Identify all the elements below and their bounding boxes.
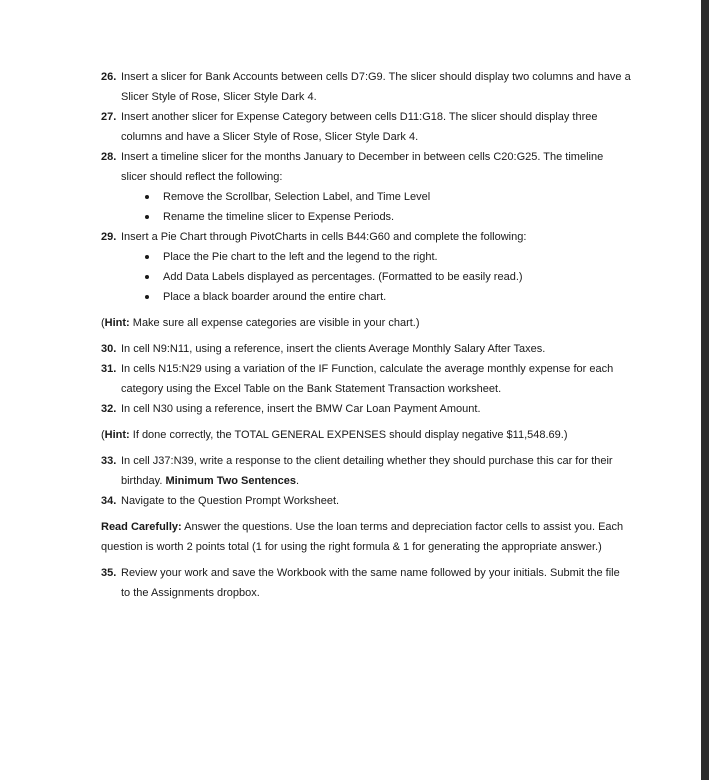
instruction-text: Insert a slicer for Bank Accounts between cells D7:G9. The slicer should display two columns and have a Slicer Style of Rose, Slicer Style Dark 4. <box>121 71 631 103</box>
instruction-27 <box>101 107 631 147</box>
instruction-text: Review your work and save the Workbook with the same name followed by your initials. Submit the file to the Assignments dropbox. <box>121 567 620 599</box>
instruction-text: Insert another slicer for Expense Category between cells D11:G18. The slicer should display three columns and have a Slicer Style of Rose, Slicer Style Dark 4. <box>121 111 598 143</box>
instruction-text: Navigate to the Question Prompt Worksheet. <box>121 495 340 507</box>
instruction-33 <box>101 451 631 491</box>
instruction-29 <box>101 227 631 247</box>
bullet-item: Place the Pie chart to the left and the legend to the right. <box>143 247 631 267</box>
hint-open-paren: ( <box>101 429 105 441</box>
instruction-number: 33. <box>101 455 117 467</box>
read-carefully-label: Read Carefully: <box>101 521 182 533</box>
instruction-28 <box>101 147 631 187</box>
hint-text: If done correctly, the TOTAL GENERAL EXPENSES should display negative $11,548.69.) <box>129 429 568 441</box>
instruction-31 <box>101 359 631 399</box>
bullet-list <box>101 247 631 307</box>
instruction-number: 26. <box>101 71 117 83</box>
hint-text: Make sure all expense categories are visible in your chart.) <box>129 317 420 329</box>
instruction-text: In cell N30 using a reference, insert the BMW Car Loan Payment Amount. <box>121 403 481 415</box>
instruction-number: 28. <box>101 151 117 163</box>
instruction-number: 30. <box>101 343 117 355</box>
instruction-text: In cell J37:N39, write a response to the client detailing whether they should purchase this car for their birthday. <box>121 455 613 487</box>
read-carefully-paragraph <box>101 517 631 557</box>
hint-paragraph <box>101 313 631 333</box>
instruction-number: 27. <box>101 111 117 123</box>
hint-paragraph <box>101 425 631 445</box>
instruction-30 <box>101 339 631 359</box>
instructions-list <box>101 67 631 603</box>
instruction-26 <box>101 67 631 107</box>
bullet-item: Remove the Scrollbar, Selection Label, and Time Level <box>143 187 631 207</box>
instruction-32 <box>101 399 631 419</box>
bullet-item: Add Data Labels displayed as percentages. (Formatted to be easily read.) <box>143 267 631 287</box>
instruction-34 <box>101 491 631 511</box>
instruction-number: 31. <box>101 363 117 375</box>
bullet-item: Rename the timeline slicer to Expense Periods. <box>143 207 631 227</box>
instruction-35 <box>101 563 631 603</box>
instruction-number: 29. <box>101 231 117 243</box>
bullet-item: Place a black boarder around the entire chart. <box>143 287 631 307</box>
instruction-number: 35. <box>101 567 117 579</box>
instruction-tail: . <box>296 475 300 487</box>
instruction-number: 34. <box>101 495 117 507</box>
instruction-text: Insert a timeline slicer for the months January to December in between cells C20:G25. The timeline slicer should reflect the following: <box>121 151 604 183</box>
instruction-emphasis: Minimum Two Sentences <box>165 475 297 487</box>
instruction-number: 32. <box>101 403 117 415</box>
instruction-text: In cells N15:N29 using a variation of the IF Function, calculate the average monthly expense for each category using the Excel Table on the Bank Statement Transaction worksheet. <box>121 363 614 395</box>
read-carefully-text: Answer the questions. Use the loan terms and depreciation factor cells to assist you. Each question is worth 2 points total (1 for using the right formula & 1 for generating the appropriate answer.) <box>101 521 624 553</box>
hint-open-paren: ( <box>101 317 105 329</box>
vertical-scrollbar[interactable] <box>701 0 709 780</box>
hint-label: Hint: <box>104 317 130 329</box>
instruction-text: Insert a Pie Chart through PivotCharts in cells B44:G60 and complete the following: <box>121 231 527 243</box>
hint-label: Hint: <box>104 429 130 441</box>
bullet-list <box>101 187 631 227</box>
instruction-text: In cell N9:N11, using a reference, insert the clients Average Monthly Salary After Taxes. <box>121 343 546 355</box>
